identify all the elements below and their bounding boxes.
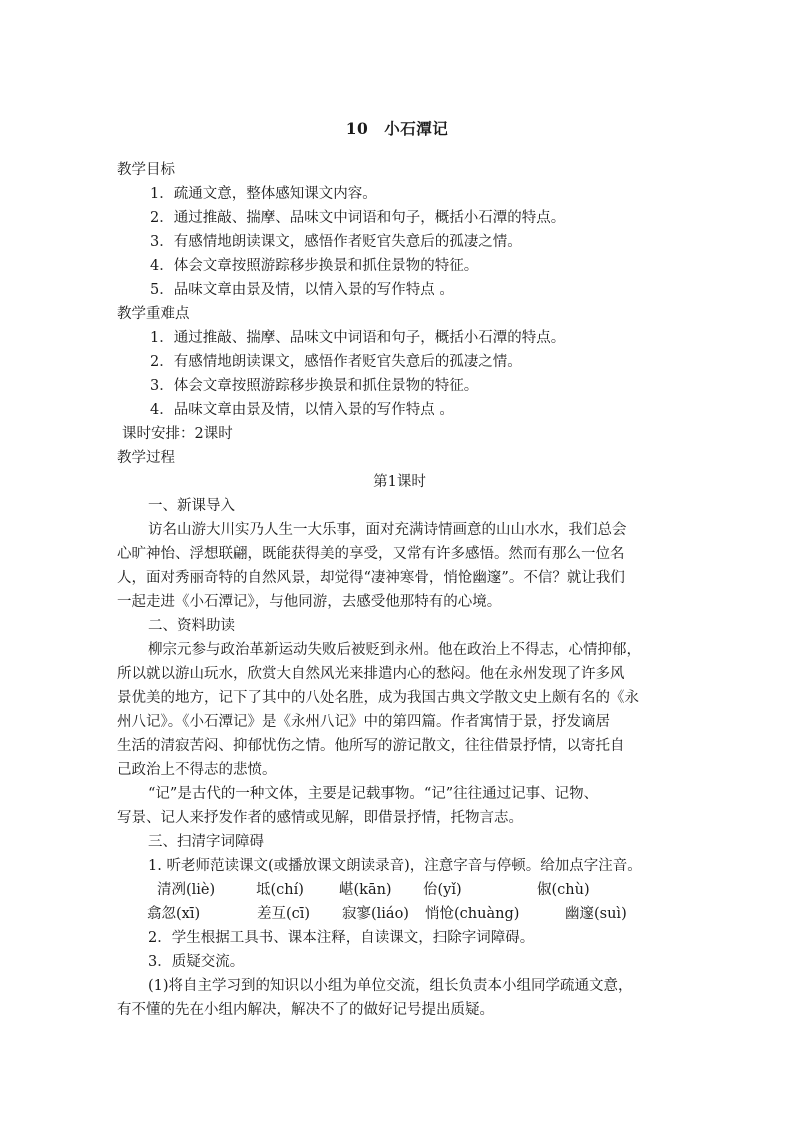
document-body [117, 158, 682, 1022]
goal-item: 5．品味文章由景及情，以情入景的写作特点 。 [150, 282, 454, 298]
paragraph-line: 州八记》。《小石潭记》是《永州八记》中的第四篇。作者寓情于景，抒发谪居 [117, 714, 610, 730]
paragraph-line: 有不懂的先在小组内解决，解决不了的做好记号提出质疑。 [117, 1002, 494, 1018]
process-heading: 教学过程 [117, 450, 175, 466]
goal-item: 4．体会文章按照游踪移步换景和抓住景物的特征。 [150, 258, 479, 274]
page-title [0, 117, 794, 139]
paragraph-line: 一起走进《小石潭记》，与他同游，去感受他那特有的心境。 [117, 594, 502, 610]
paragraph-line: 写景、记人来抒发作者的感情或见解，即借景抒情，托物言志。 [117, 810, 523, 826]
goal-item: 1．疏通文意，整体感知课文内容。 [150, 186, 377, 202]
lesson-label: 第1课时 [373, 474, 426, 490]
pinyin-word: 悄怆(chuàng) [425, 906, 520, 922]
pinyin-word: 差互(cī) [257, 906, 311, 922]
paragraph-line: (1)将自主学习到的知识以小组为单位交流，组长负责本小组同学疏通文意， [148, 978, 633, 994]
paragraph-line: 心旷神怡、浮想联翩，既能获得美的享受，又常有许多感悟。然而有那么一位名 [117, 546, 625, 562]
vocab-step-2: 2．学生根据工具书、课本注释，自读课文，扫除字词障碍。 [148, 930, 535, 946]
title-text: 小石潭记 [384, 119, 449, 138]
key-point-item: 4．品味文章由景及情，以情入景的写作特点 。 [150, 402, 454, 418]
vocab-step-1: 1. 听老师范读课文(或播放课文朗读录音)，注意字音与停顿。给加点字注音。 [148, 858, 642, 874]
goal-item: 3．有感情地朗读课文，感悟作者贬官失意后的孤凄之情。 [150, 234, 522, 250]
pinyin-word: 清冽(liè) [157, 882, 216, 898]
pinyin-word: 佁(yǐ) [423, 882, 462, 898]
key-point-item: 3．体会文章按照游踪移步换景和抓住景物的特征。 [150, 378, 479, 394]
pinyin-word: 翕忽(xī) [147, 906, 201, 922]
section-heading-intro: 一、新课导入 [148, 498, 235, 514]
schedule-line: 课时安排：2课时 [122, 426, 233, 442]
pinyin-word: 俶(chù) [537, 882, 590, 898]
pinyin-row-1 [117, 878, 682, 902]
vocab-step-3: 3．质疑交流。 [148, 954, 245, 970]
key-points-heading: 教学重难点 [117, 306, 190, 322]
pinyin-word: 坻(chí) [256, 882, 304, 898]
section-heading-materials: 二、资料助读 [148, 618, 235, 634]
paragraph-line: 访名山游大川实乃人生一大乐事，面对充满诗情画意的山山水水，我们总会 [148, 522, 627, 538]
goals-heading: 教学目标 [117, 162, 175, 178]
key-point-item: 2．有感情地朗读课文，感悟作者贬官失意后的孤凄之情。 [150, 354, 522, 370]
title-number: 10 [345, 119, 369, 138]
paragraph-line: “记”是古代的一种文体，主要是记载事物。“记”往往通过记事、记物、 [148, 786, 599, 802]
paragraph-line: 生活的清寂苦闷、抑郁忧伤之情。他所写的游记散文，往往借景抒情，以寄托自 [117, 738, 625, 754]
pinyin-row-2 [117, 902, 682, 926]
paragraph-line: 柳宗元参与政治革新运动失败后被贬到永州。他在政治上不得志，心情抑郁， [148, 642, 641, 658]
pinyin-word: 嵁(kān) [339, 882, 392, 898]
goal-item: 2．通过推敲、揣摩、品味文中词语和句子，概括小石潭的特点。 [150, 210, 566, 226]
pinyin-word: 寂寥(liáo) [342, 906, 409, 922]
section-heading-vocab: 三、扫清字词障碍 [148, 834, 264, 850]
key-point-item: 1．通过推敲、揣摩、品味文中词语和句子，概括小石潭的特点。 [150, 330, 566, 346]
pinyin-word: 幽邃(suì) [565, 906, 627, 922]
paragraph-line: 人，面对秀丽奇特的自然风景，却觉得“凄神寒骨，悄怆幽邃”。不信？就让我们 [117, 570, 625, 586]
paragraph-line: 景优美的地方，记下了其中的八处名胜，成为我国古典文学散文史上颇有名的《永 [117, 690, 639, 706]
paragraph-line: 所以就以游山玩水，欣赏大自然风光来排遣内心的愁闷。他在永州发现了许多风 [117, 666, 625, 682]
paragraph-line: 己政治上不得志的悲愤。 [117, 762, 277, 778]
